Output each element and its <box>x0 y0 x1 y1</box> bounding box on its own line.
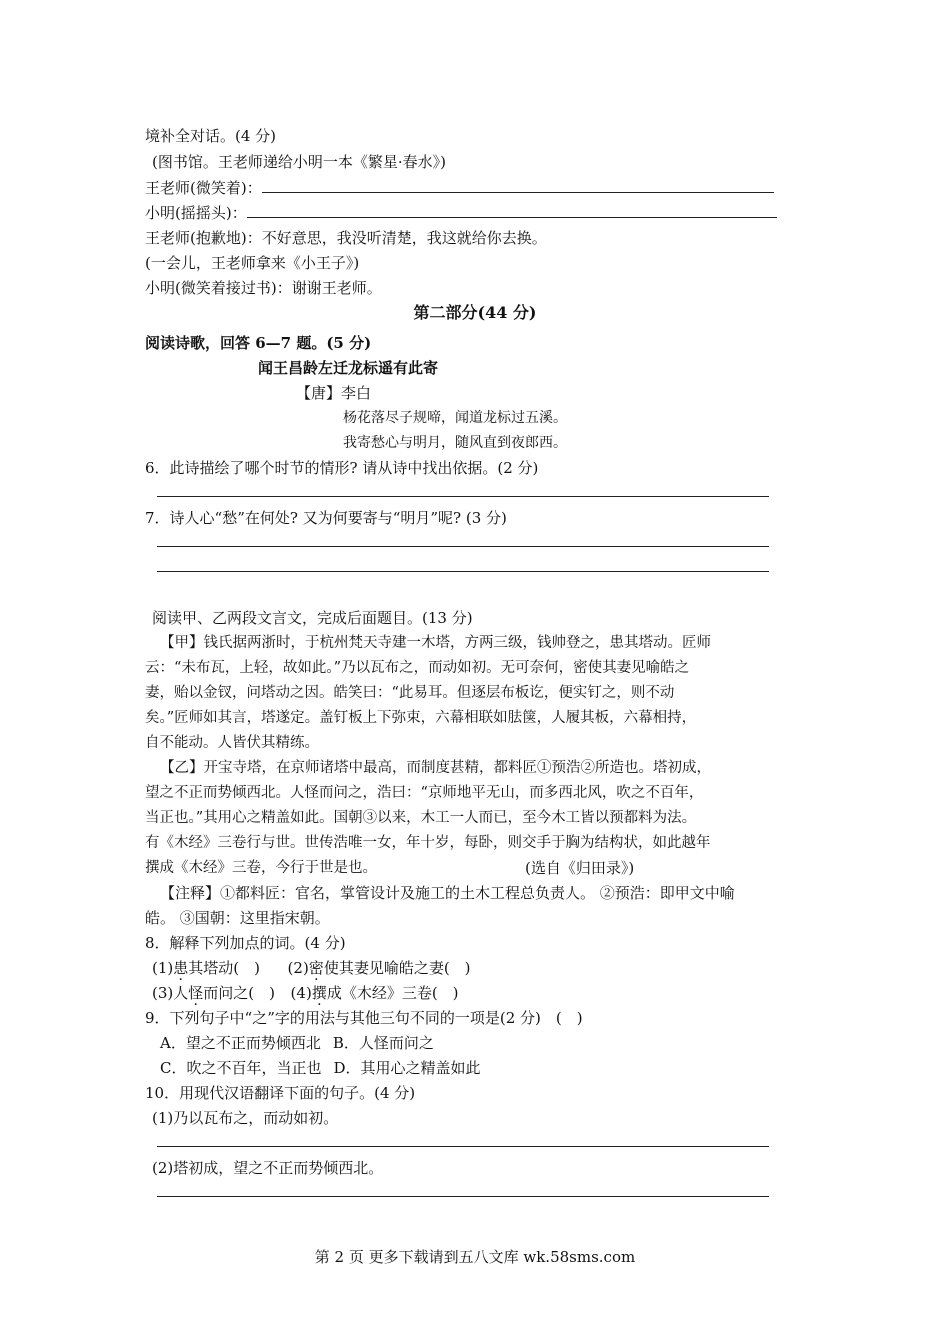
q5-continuation: 境补全对话。(4 分) <box>145 127 277 145</box>
yi-line-3: 当正也。”其用心之精盖如此。国朝③以来，木工一人而已，至今木工皆以预都料为法。 <box>145 810 697 826</box>
q9-options-row-1 <box>160 1033 434 1053</box>
part2-title: 第二部分(44 分) <box>413 303 537 322</box>
page-footer: 第 2 页 更多下载请到五八文库 wk.58sms.com <box>314 1248 636 1266</box>
q8-stem: 8．解释下列加点的词。(4 分) <box>145 934 346 952</box>
q10-sentence-2: (2)塔初成，望之不正而势倾西北。 <box>152 1159 384 1177</box>
poem-intro: 阅读诗歌，回答 6—7 题。(5 分) <box>145 334 372 352</box>
q9-option-a[interactable]: A．望之不正而势倾西北 <box>160 1034 321 1052</box>
q5-dialogue-student <box>145 203 777 223</box>
q9-stem: 9．下列句子中“之”字的用法与其他三句不同的一项是(2 分) ( ) <box>145 1009 583 1027</box>
q10-answer-line-2[interactable] <box>157 1196 769 1197</box>
jia-line-1: 【甲】钱氏据两浙时，于杭州梵天寺建一木塔，方两三级，钱帅登之，患其塔动。匠师 <box>160 635 711 651</box>
q8-item-2: (2)密使其妻见喻皓之妻( ) <box>287 959 471 977</box>
q5-answer-blank-1[interactable] <box>262 178 774 193</box>
q5-dialogue-line4: (一会儿，王老师拿来《小王子》) <box>145 254 360 272</box>
q6-answer-line[interactable] <box>157 496 769 497</box>
q10-sentence-1: (1)乃以瓦布之，而动如初。 <box>152 1109 339 1127</box>
yi-line-4: 有《木经》三卷行与世。世传浩唯一女，年十岁，每卧，则交手于胸为结构状，如此越年 <box>145 835 711 851</box>
q8-items-row-1 <box>152 958 471 978</box>
q8-item-4: (4)撰成《木经》三卷( ) <box>290 984 459 1002</box>
q5-scene: (图书馆。王老师递给小明一本《繁星·春水》) <box>152 153 446 171</box>
q8-item-1-dotted-word: 患 <box>173 959 189 977</box>
q8-item-3: (3)人怪而问之( ) <box>152 984 275 1002</box>
classical-intro: 阅读甲、乙两段文言文，完成后面题目。(13 分) <box>152 609 473 627</box>
jia-line-5: 自不能动。人皆伏其精练。 <box>145 735 319 751</box>
q9-option-c[interactable]: C．吹之不百年，当正也 <box>160 1059 322 1077</box>
q7-stem: 7．诗人心“愁”在何处? 又为何要寄与“明月”呢? (3 分) <box>145 509 507 527</box>
q9-option-b[interactable]: B．人怪而问之 <box>332 1034 434 1052</box>
q8-item-3-dotted-word: 怪 <box>188 984 204 1002</box>
jia-line-2: 云：“未布瓦，上轻，故如此。”乃以瓦布之，而动如初。无可奈何，密使其妻见喻皓之 <box>145 660 690 676</box>
classical-note-2: 皓。 ③国朝：这里指宋朝。 <box>145 909 330 927</box>
q10-stem: 10．用现代汉语翻译下面的句子。(4 分) <box>145 1084 416 1102</box>
q5-dialogue-student-label: 小明(摇摇头)： <box>145 204 247 222</box>
q5-dialogue-teacher-label: 王老师(微笑着)： <box>145 179 262 197</box>
q7-answer-line-1[interactable] <box>157 546 769 547</box>
poem-verse-1: 杨花落尽子规啼，闻道龙标过五溪。 <box>343 410 567 426</box>
q9-options-row-2 <box>160 1058 481 1078</box>
q7-answer-line-2[interactable] <box>157 571 769 572</box>
yi-line-2: 望之不正而势倾西北。人怪而问之，浩曰：“京师地平无山，而多西北风，吹之不百年， <box>145 785 704 801</box>
q8-item-2-dotted-word: 密 <box>308 959 324 977</box>
poem-title: 闻王昌龄左迁龙标遥有此寄 <box>258 359 439 377</box>
classical-note-1: 【注释】①都料匠：官名，掌管设计及施工的土木工程总负责人。 ②预浩：即甲文中喻 <box>160 884 735 902</box>
q5-dialogue-teacher <box>145 178 774 198</box>
q5-dialogue-line3: 王老师(抱歉地)：不好意思，我没听清楚，我这就给你去换。 <box>145 229 547 247</box>
jia-line-4: 矣。”匠师如其言，塔遂定。盖钉板上下弥束，六幕相联如胠箧，人履其板，六幕相持， <box>145 710 697 726</box>
poem-author: 【唐】李白 <box>296 384 372 402</box>
q8-item-4-dotted-word: 撰 <box>311 984 327 1002</box>
q9-option-d[interactable]: D．其用心之精盖如此 <box>333 1059 481 1077</box>
jia-line-3: 妻，贻以金钗，问塔动之因。皓笑曰：“此易耳。但逐层布板讫，便实钉之，则不动 <box>145 685 675 701</box>
classical-source: (选自《归田录》) <box>525 859 635 877</box>
yi-line-5: 撰成《木经》三卷，今行于世是也。 <box>145 860 377 876</box>
q8-items-row-2 <box>152 983 459 1003</box>
q5-dialogue-line5: 小明(微笑着接过书)：谢谢王老师。 <box>145 279 382 297</box>
q8-item-1: (1)患其塔动( ) <box>152 959 260 977</box>
poem-verse-2: 我寄愁心与明月，随风直到夜郎西。 <box>343 435 567 451</box>
q6-stem: 6．此诗描绘了哪个时节的情形? 请从诗中找出依据。(2 分) <box>145 459 539 477</box>
yi-line-1: 【乙】开宝寺塔，在京师诸塔中最高，而制度甚精，都料匠①预浩②所造也。塔初成， <box>160 760 711 776</box>
q10-answer-line-1[interactable] <box>157 1146 769 1147</box>
q5-answer-blank-2[interactable] <box>247 203 777 218</box>
